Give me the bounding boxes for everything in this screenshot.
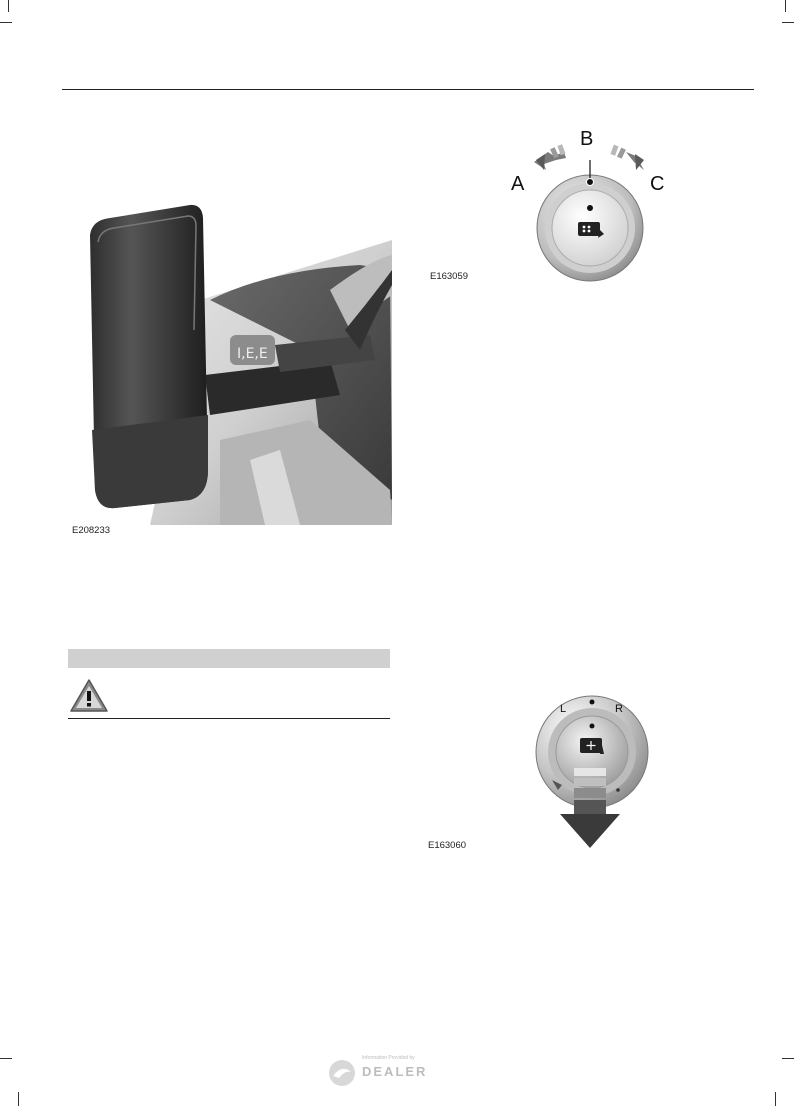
header-rule	[62, 89, 754, 90]
figure-label-mirror: E208233	[72, 525, 111, 536]
svg-text:I,E,E: I,E,E	[237, 346, 268, 362]
watermark-brand: DEALER	[362, 1064, 428, 1079]
callout-b: B	[580, 128, 594, 150]
knob-label-left: L	[560, 703, 567, 715]
warning-rule	[68, 718, 390, 719]
crop-mark	[782, 1058, 794, 1059]
crop-mark	[782, 22, 794, 23]
fold-knob-illustration	[500, 130, 680, 285]
knob-label-right: R	[615, 703, 623, 715]
watermark-tagline: Information Provided by	[362, 1055, 415, 1061]
crop-mark	[0, 1058, 12, 1059]
warning-header-bar	[68, 649, 390, 668]
crop-mark	[0, 22, 12, 23]
mirror-illustration	[70, 200, 392, 525]
crop-mark	[18, 1092, 19, 1106]
callout-a: A	[511, 173, 525, 195]
crop-mark	[8, 0, 9, 12]
figure-label-fold-knob: E163059	[430, 271, 469, 282]
fold-knob-graphic	[500, 130, 680, 285]
watermark-logo	[327, 1058, 357, 1088]
callout-c: C	[650, 173, 665, 195]
warning-triangle-icon	[68, 677, 110, 715]
towing-mirror-image	[70, 200, 392, 525]
figure-label-select-knob: E163060	[428, 840, 467, 851]
crop-mark	[785, 0, 786, 12]
select-knob-graphic	[530, 690, 655, 850]
crop-mark	[775, 1092, 776, 1106]
select-knob-illustration	[530, 690, 655, 850]
